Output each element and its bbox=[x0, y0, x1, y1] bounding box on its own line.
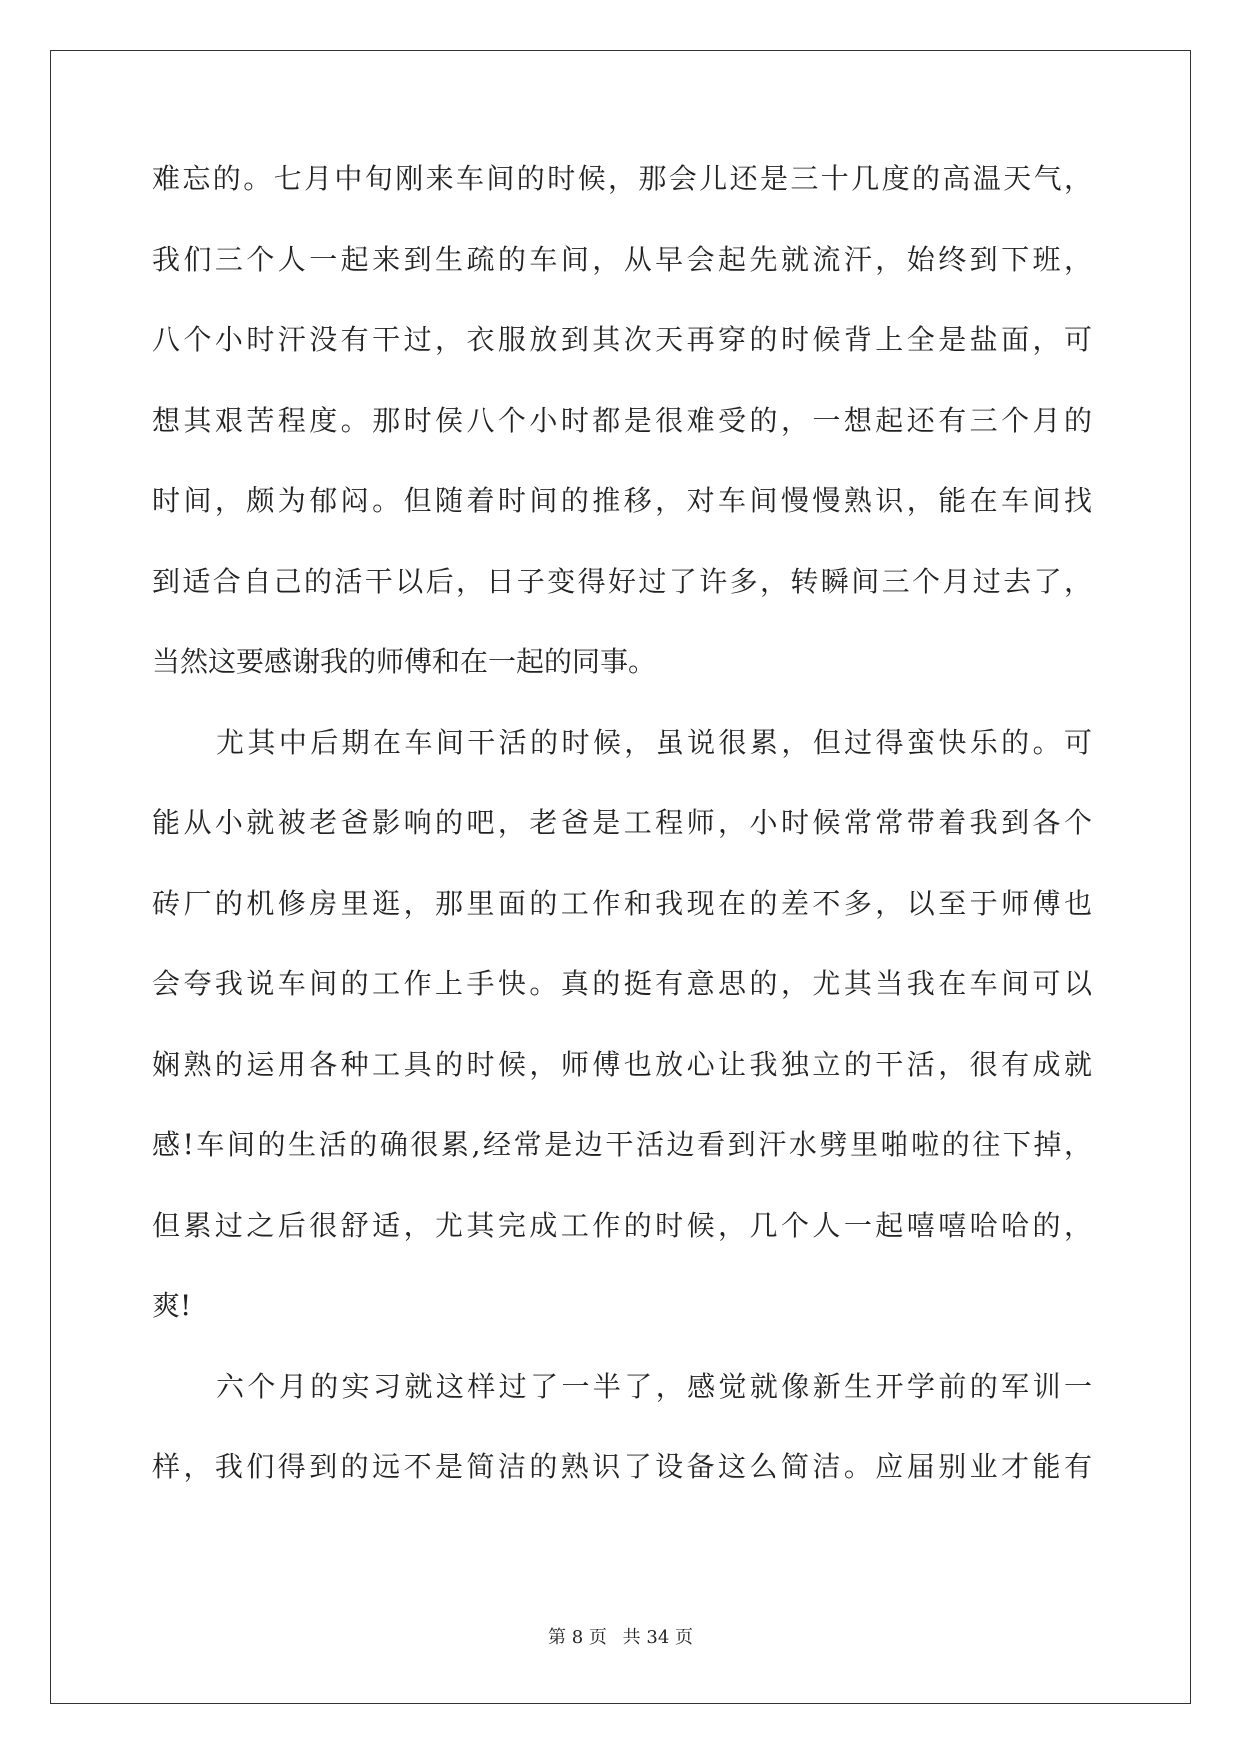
text-line: 砖厂的机修房里逛，那里面的工作和我现在的差不多，以至于师傅也 bbox=[152, 886, 1092, 920]
text-line: 到适合自己的活干以后，日子变得好过了许多，转瞬间三个月过去了， bbox=[152, 564, 1092, 598]
text-line: 时间，颇为郁闷。但随着时间的推移，对车间慢慢熟识，能在车间找 bbox=[152, 484, 1092, 517]
text-line: 我们三个人一起来到生疏的车间，从早会起先就流汗，始终到下班， bbox=[152, 242, 1092, 276]
text-line: 样，我们得到的远不是简洁的熟识了设备这么简洁。应届别业才能有 bbox=[152, 1450, 1092, 1483]
text-line: 想其艰苦程度。那时侯八个小时都是很难受的，一想起还有三个月的 bbox=[152, 403, 1092, 437]
page-total: 共 34 页 bbox=[622, 1627, 693, 1648]
text-line: 八个小时汗没有干过，衣服放到其次天再穿的时候背上全是盐面，可 bbox=[152, 323, 1092, 356]
text-line: 六个月的实习就这样过了一半了，感觉就像新生开学前的军训一 bbox=[216, 1369, 1092, 1403]
text-line: 爽! bbox=[152, 1289, 192, 1322]
text-line: 能从小就被老爸影响的吧，老爸是工程师，小时候常常带着我到各个 bbox=[152, 806, 1092, 839]
page-number: 第 8 页 bbox=[548, 1627, 607, 1648]
text-line: 但累过之后很舒适，尤其完成工作的时候，几个人一起嘻嘻哈哈的， bbox=[152, 1208, 1092, 1242]
text-line: 难忘的。七月中旬刚来车间的时候，那会儿还是三十几度的高温天气， bbox=[152, 162, 1092, 195]
text-line: 感!车间的生活的确很累,经常是边干活边看到汗水劈里啪啦的往下掉， bbox=[152, 1128, 1092, 1161]
text-line: 当然这要感谢我的师傅和在一起的同事。 bbox=[152, 645, 657, 678]
text-line: 会夸我说车间的工作上手快。真的挺有意思的，尤其当我在车间可以 bbox=[152, 967, 1092, 1000]
text-line: 尤其中后期在车间干活的时候，虽说很累，但过得蛮快乐的。可 bbox=[216, 725, 1092, 759]
document-body bbox=[152, 162, 1092, 1534]
text-line: 娴熟的运用各种工具的时候，师傅也放心让我独立的干活，很有成就 bbox=[152, 1047, 1092, 1081]
page-footer bbox=[0, 1623, 1241, 1649]
